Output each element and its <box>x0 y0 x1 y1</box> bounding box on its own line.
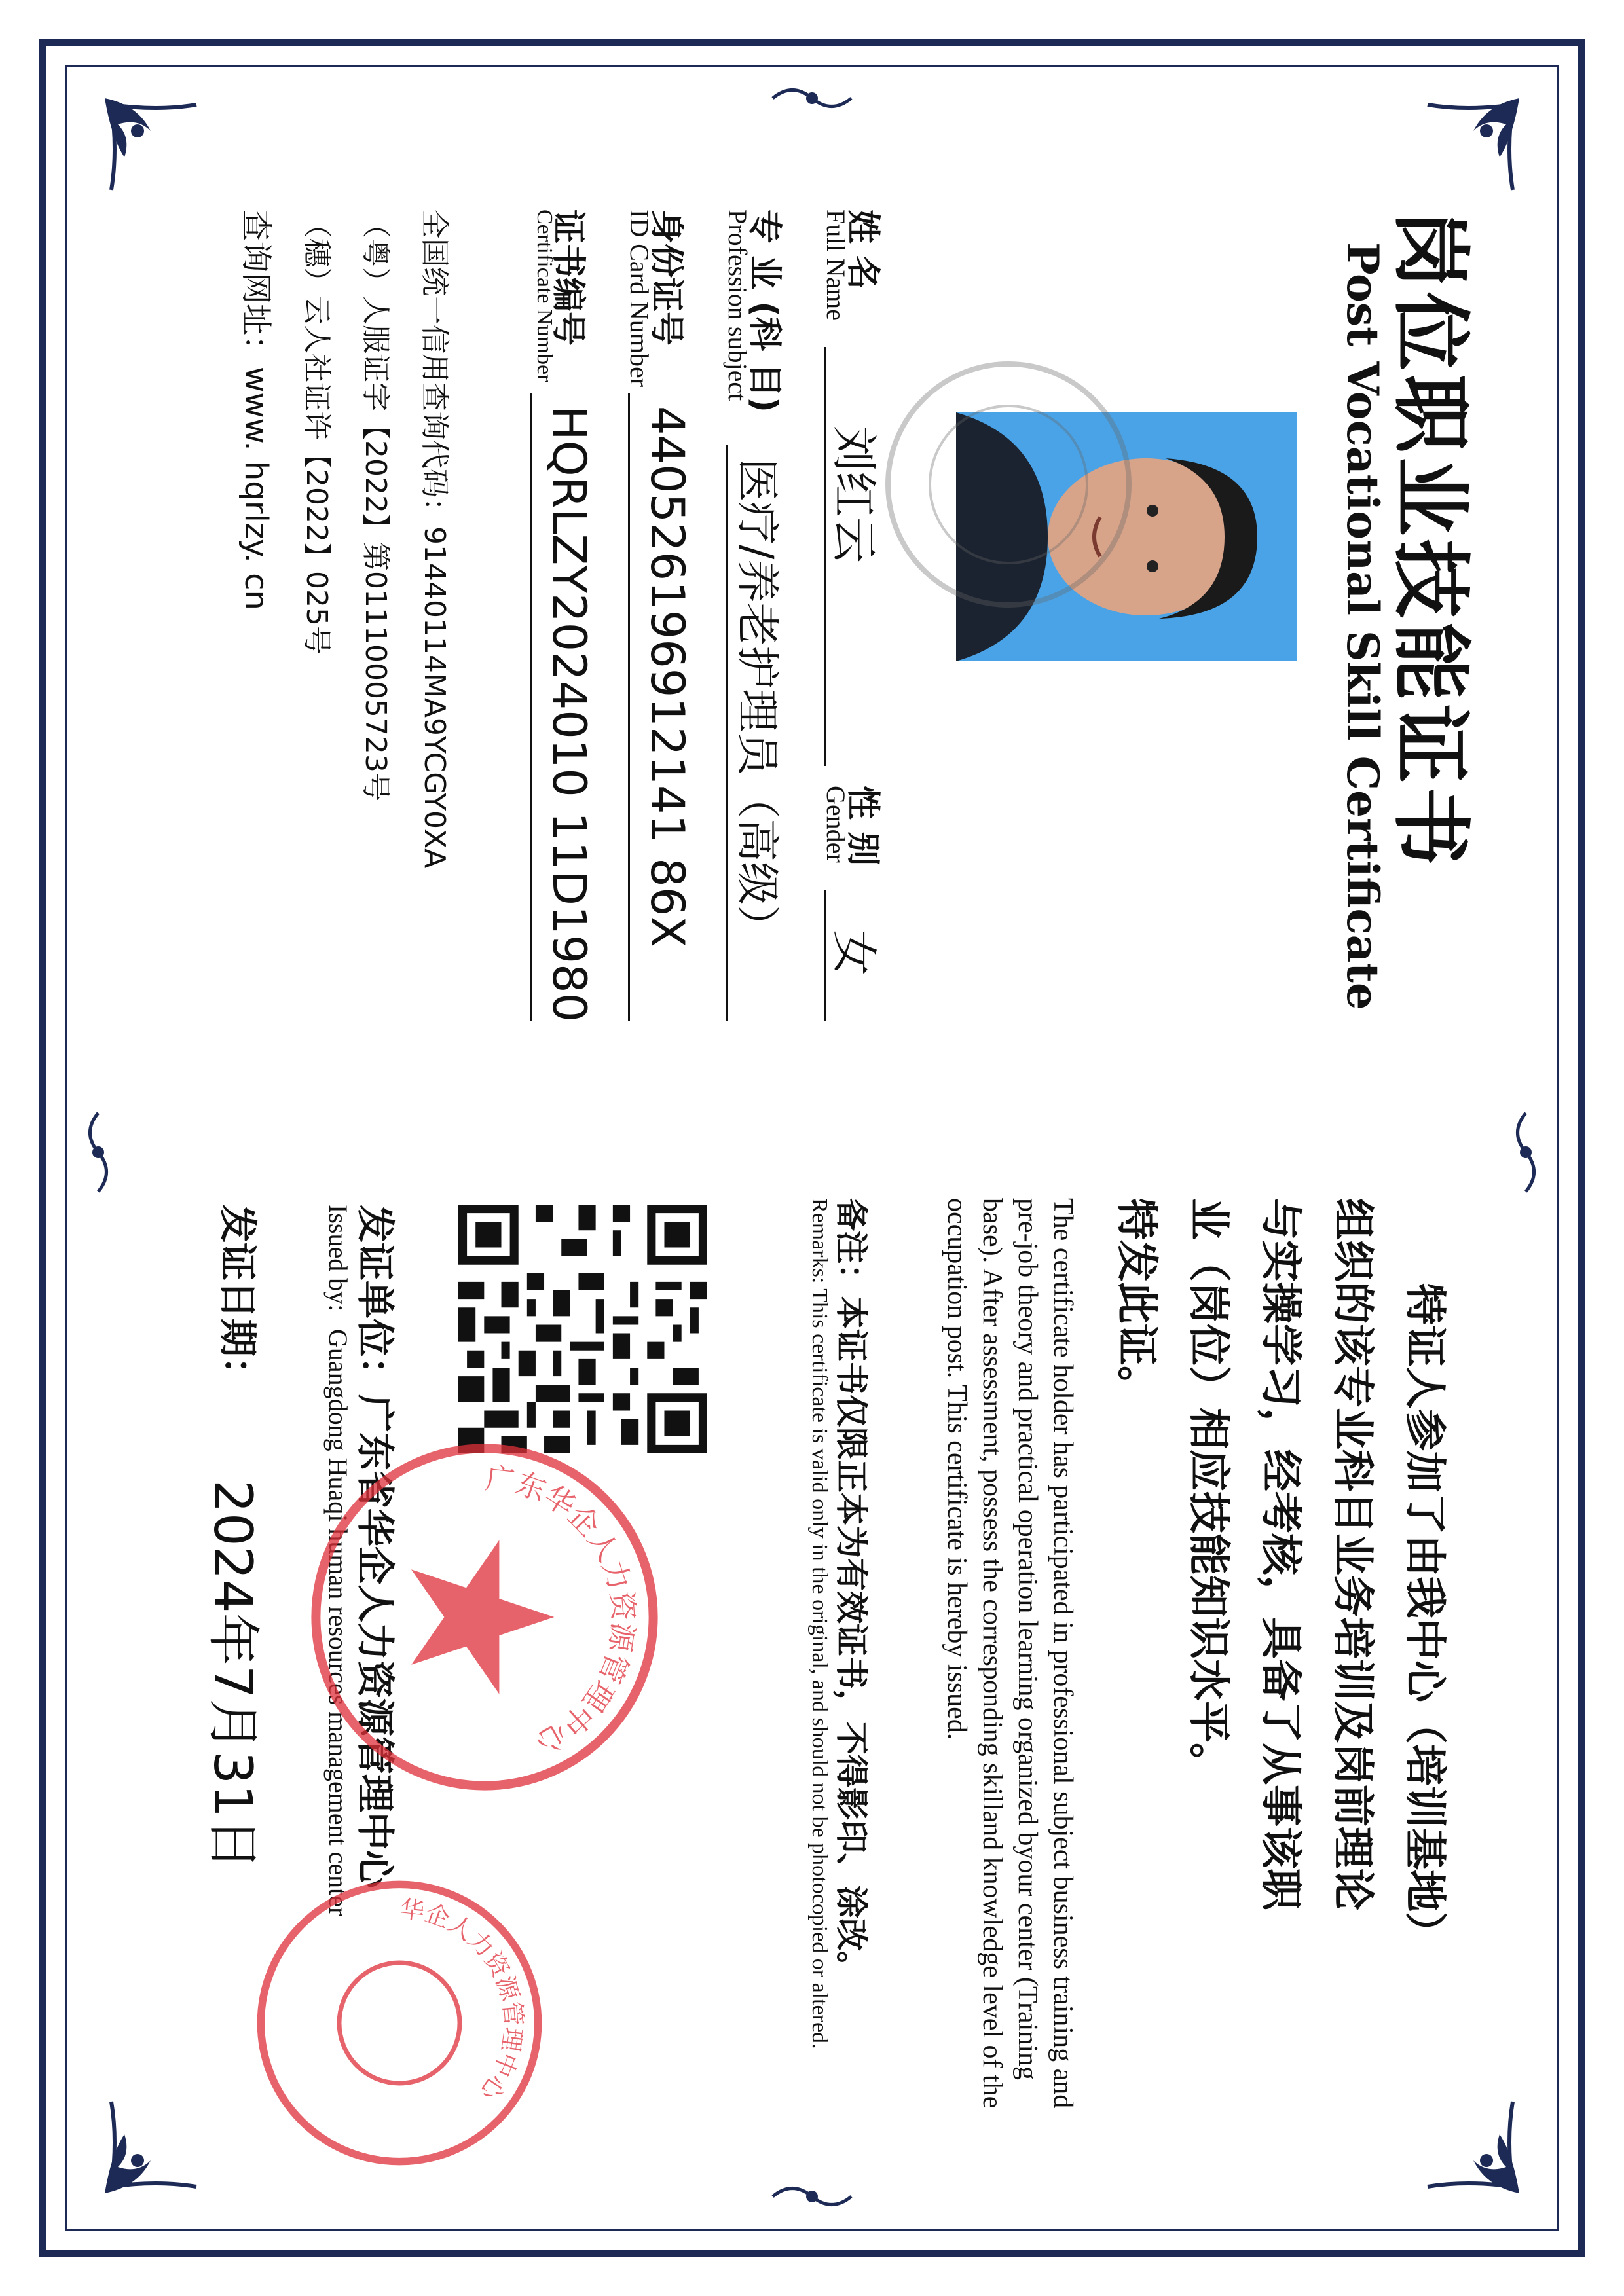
id-label-zh: 身份证号 <box>646 210 686 346</box>
id-label-en: ID Card Number <box>625 210 654 388</box>
profession-value: 医疗/养老护理员（高级） <box>732 458 783 949</box>
statement-en: The certificate holder has participated in professional subject business training and pre-job theory and practical operation learning organized byour center (Training base). After assessment, possess the corresponding skilland knowledge level of the occupation post. This certificate is hereby issued. <box>942 1198 1078 2109</box>
remarks-zh: 备注：本证书仅限正本为有效证书，不得影印、涂改。 <box>832 1198 870 1984</box>
profession-label-en: Profession subject <box>723 210 752 401</box>
statement-line: 特证人参加了由我中心（培训基地） <box>1400 1283 1449 1954</box>
license-2: （穗）云人社证许【2022】025号 <box>300 210 333 655</box>
seal-text: 广东华企人力资源管理中心 <box>483 1460 642 1760</box>
issue-date-label: 发证日期： <box>215 1205 260 1395</box>
id-underline <box>628 393 630 1021</box>
issue-date-value: 2024年7月31日 <box>202 1480 263 1870</box>
issuer-name-zh: 广东省华企人力资源管理中心 <box>353 1394 397 1889</box>
name-label-en: Full Name <box>821 210 851 321</box>
issuer-label-zh: 发证单位： <box>353 1205 397 1395</box>
photo-stamp-icon <box>877 354 1139 615</box>
gender-label-zh: 性 别 <box>843 786 882 866</box>
gender-underline <box>824 890 826 1021</box>
cert-no-underline <box>530 393 532 1021</box>
qr-code-icon[interactable] <box>458 1205 707 1453</box>
statement-line: 组织的该专业科目业务培训及岗前理论 <box>1328 1198 1376 1910</box>
profession-label-zh: 专 业 (科 目) <box>745 210 784 412</box>
issuer-label-en: Issued by: <box>323 1205 353 1312</box>
svg-text:华企人力资源管理中心 <box>399 1895 528 2106</box>
gender-value: 女 <box>827 930 881 975</box>
remarks-en: Remarks: This certificate is valid only in the original, and should not be photocopied or altered. <box>807 1198 832 2049</box>
gender-label-en: Gender <box>821 786 851 863</box>
cert-no-label-en: Certificate Number <box>532 210 557 382</box>
seal2-text: 华企人力资源管理中心 <box>398 1895 528 2105</box>
seal-2-icon <box>249 1872 550 2174</box>
name-underline <box>824 347 826 766</box>
issuer-name-en: Guangdong Huaqi human resources management center <box>323 1329 353 1916</box>
id-value: 440526196912141 86X <box>640 406 694 948</box>
profession-underline <box>726 445 728 1021</box>
statement-zh <box>1100 1198 1460 2115</box>
cert-no-label-zh: 证书编号 <box>548 210 587 346</box>
name-label-zh: 姓 名 <box>843 210 882 290</box>
statement-line: 业（岗位）相应技能知识水平。 <box>1184 1198 1232 1785</box>
statement-line: 与实操学习，经考核，具备了从事该职 <box>1256 1198 1304 1910</box>
query-site: 查询网址：www. hqrlzy. cn <box>238 210 274 610</box>
license-1: （粤）人服证字【2022】第01110005723号 <box>359 210 392 801</box>
credit-code: 全国统一信用查询代码：91440114MA9YCGY0XA <box>418 210 451 869</box>
title-english: Post Vocational Skill Certificate <box>1337 242 1388 1010</box>
title-chinese: 岗位职业技能证书 <box>1384 210 1475 869</box>
cert-no-value: HQRLZY2024010 11D1980 <box>542 406 596 1023</box>
statement-line: 特发此证。 <box>1112 1198 1160 1408</box>
official-seal-icon <box>301 1434 668 1800</box>
name-value: 刘红云 <box>827 426 881 563</box>
